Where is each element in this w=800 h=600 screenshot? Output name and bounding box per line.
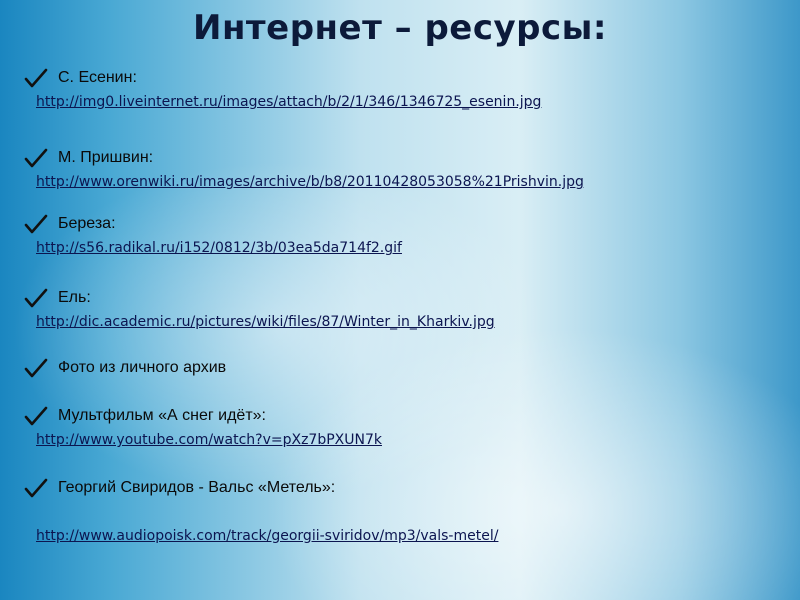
resource-link[interactable]: http://www.audiopoisk.com/track/georgii-sviridov/mp3/vals-metel/ xyxy=(36,528,499,544)
check-mark-icon xyxy=(22,146,52,170)
list-item xyxy=(22,66,792,110)
item-label: Фото из личного архив xyxy=(58,359,227,376)
item-label: С. Есенин: xyxy=(58,69,137,86)
check-mark-icon xyxy=(22,356,52,380)
resource-link[interactable]: http://dic.academic.ru/pictures/wiki/files/87/Winter_in_Kharkiv.jpg xyxy=(36,314,495,330)
item-label: Береза: xyxy=(58,215,116,232)
list-item xyxy=(22,404,792,448)
item-label: Ель: xyxy=(58,289,91,306)
item-label: Георгий Свиридов - Вальс «Метель»: xyxy=(58,479,336,496)
check-mark-icon xyxy=(22,66,52,90)
resource-link[interactable]: http://img0.liveinternet.ru/images/attach/b/2/1/346/1346725_esenin.jpg xyxy=(36,94,542,110)
check-mark-icon xyxy=(22,286,52,310)
list-item xyxy=(22,286,792,330)
list-item xyxy=(22,212,792,256)
resource-link[interactable]: http://s56.radikal.ru/i152/0812/3b/03ea5da714f2.gif xyxy=(36,240,402,256)
check-mark-icon xyxy=(22,476,52,500)
check-mark-icon xyxy=(22,212,52,236)
slide-title: Интернет – ресурсы: xyxy=(192,8,608,48)
list-item xyxy=(22,476,792,544)
item-label: Мультфильм «А снег идёт»: xyxy=(58,407,266,424)
resource-link[interactable]: http://www.orenwiki.ru/images/archive/b/b8/20110428053058%21Prishvin.jpg xyxy=(36,174,584,190)
item-label: М. Пришвин: xyxy=(58,149,154,166)
list-item xyxy=(22,146,792,190)
check-mark-icon xyxy=(22,404,52,428)
list-item xyxy=(22,356,792,380)
resource-link[interactable]: http://www.youtube.com/watch?v=pXz7bPXUN7k xyxy=(36,432,382,448)
